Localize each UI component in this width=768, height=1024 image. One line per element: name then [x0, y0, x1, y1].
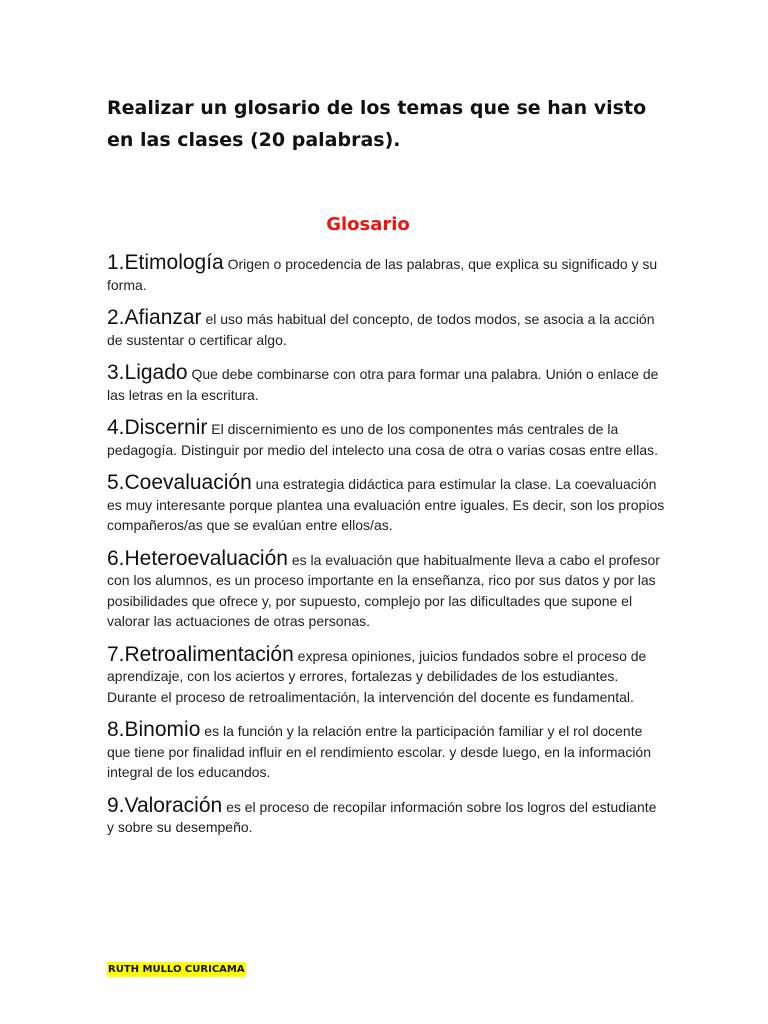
entry-definition: es la evaluación que habitualmente lleva a cabo el profesor con los alumnos, es un proceso importante en la enseñanza, rico por sus datos y por las posibilidades que ofrece y, por supuesto, complejo por las dificultades que supone el valorar las actuaciones de otras personas.	[107, 551, 660, 629]
glossary-entry-4	[107, 418, 667, 460]
entry-term: 8.Binomio	[107, 718, 201, 741]
glossary-entry-2	[107, 308, 667, 350]
entry-definition: una estrategia didáctica para estimular la clase. La coevaluación es muy interesante porque plantea una evaluación entre iguales. Es decir, son los propios compañeros/as que se evalúan entre ellos/as.	[107, 476, 665, 533]
entry-term: 5.Coevaluación	[107, 471, 252, 494]
entry-definition: es la función y la relación entre la participación familiar y el rol docente que tiene por finalidad influir en el rendimiento escolar. y desde luego, en la información integral de los educandos.	[107, 723, 652, 780]
glossary-entry-1	[107, 253, 667, 295]
glossary-entry-6	[107, 546, 667, 632]
entry-definition: Que debe combinarse con otra para formar una palabra. Unión o enlace de las letras en la escritura.	[107, 366, 659, 403]
entry-term: 3.Ligado	[107, 361, 188, 384]
assignment-heading: Realizar un glosario de los temas que se han visto en las clases (20 palabras).	[107, 97, 647, 151]
glossary-title: Glosario	[326, 214, 410, 235]
entry-definition: expresa opiniones, juicios fundados sobre el proceso de aprendizaje, con los aciertos y errores, fortalezas y debilidades de los estudiantes. Durante el proceso de retroalimentación, la intervención del docente es fundamental.	[107, 647, 647, 705]
entry-definition: Origen o procedencia de las palabras, que explica su significado y su forma.	[107, 256, 658, 293]
entry-term: 2.Afianzar	[107, 306, 202, 329]
entry-definition: El discernimiento es uno de los componentes más centrales de la pedagogía. Distinguir por medio del intelecto una cosa de otra o varias cosas entre ellas.	[107, 421, 658, 458]
glossary-list	[107, 253, 667, 851]
glossary-entry-7	[107, 642, 667, 708]
entry-definition: es el proceso de recopilar información sobre los logros del estudiante y sobre su desempeño.	[107, 798, 657, 835]
entry-term: 1.Etimología	[107, 251, 224, 274]
glossary-entry-3	[107, 363, 667, 405]
glossary-entry-5	[107, 473, 667, 536]
entry-term: 9.Valoración	[107, 793, 223, 817]
author-name: RUTH MULLO CURICAMA	[108, 964, 245, 975]
entry-term: 6.Heteroevaluación	[107, 546, 288, 570]
entry-term: 4.Discernir	[107, 416, 208, 439]
entry-definition: el uso más habitual del concepto, de todos modos, se asocia a la acción de sustentar o certificar algo.	[107, 311, 655, 348]
glossary-entry-8	[107, 720, 667, 783]
glossary-entry-9	[107, 793, 667, 838]
entry-term: 7.Retroalimentación	[107, 642, 294, 666]
